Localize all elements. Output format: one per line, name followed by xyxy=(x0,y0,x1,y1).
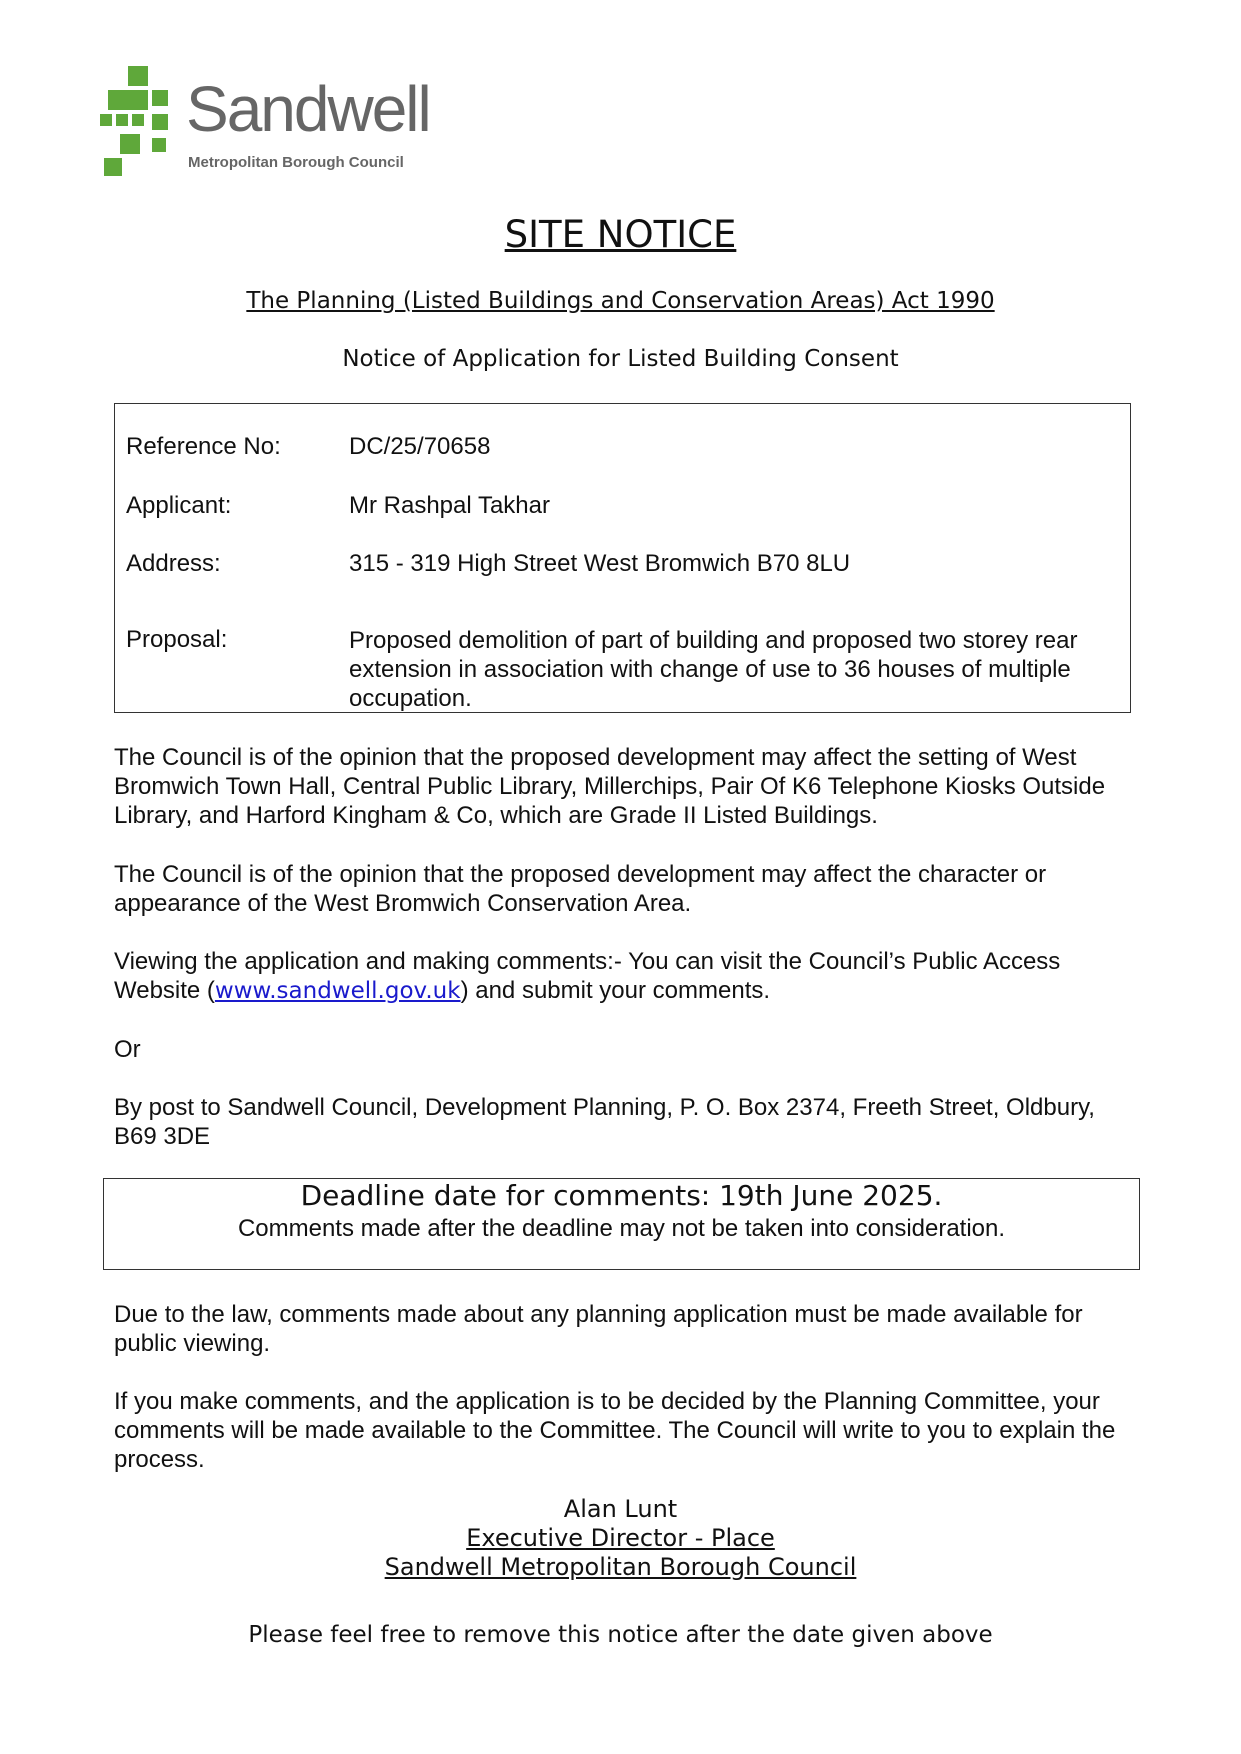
sandwell-logo xyxy=(100,62,460,182)
logo-subtitle: Metropolitan Borough Council xyxy=(188,154,404,171)
logo-wordmark: Sandwell xyxy=(186,73,430,145)
act-heading: The Planning (Listed Buildings and Conservation Areas) Act 1990 xyxy=(246,288,995,314)
viewing-text-before: Viewing the application and making comments:- You can visit the Council’s Public Access Website ( xyxy=(114,948,1061,1004)
committee-paragraph: If you make comments, and the application is to be decided by the Planning Committee, your comments will be made available to the Committee. The Council will write to you to explain the process. xyxy=(114,1388,1116,1473)
signatory-name: Alan Lunt xyxy=(563,1495,678,1523)
applicant-value: Mr Rashpal Takhar xyxy=(349,492,550,519)
page-title: SITE NOTICE xyxy=(504,213,737,256)
viewing-text-after: ) and submit your comments. xyxy=(460,977,771,1004)
or-text: Or xyxy=(114,1036,141,1063)
deadline-note: Comments made after the deadline may not be taken into consideration. xyxy=(237,1215,1006,1242)
address-label: Address: xyxy=(126,550,221,577)
reference-label: Reference No: xyxy=(126,433,281,460)
listed-buildings-paragraph: The Council is of the opinion that the proposed development may affect the setting of West Bromwich Town Hall, Central Public Library, Millerchips, Pair Of K6 Telephone Kiosks Outside Library, and Harford Kingham & Co, which are Grade II Listed Buildings. xyxy=(114,744,1106,829)
proposal-value: Proposed demolition of part of building and proposed two storey rear extension in association with change of use to 36 houses of multiple occupation. xyxy=(349,627,1078,712)
address-value: 315 - 319 High Street West Bromwich B70 8LU xyxy=(349,550,851,577)
public-viewing-paragraph: Due to the law, comments made about any planning application must be made available for public viewing. xyxy=(114,1301,1083,1357)
sandwell-website-link[interactable]: www.sandwell.gov.uk xyxy=(214,978,461,1004)
conservation-area-paragraph: The Council is of the opinion that the proposed development may affect the character or appearance of the West Bromwich Conservation Area. xyxy=(114,861,1047,917)
notice-type: Notice of Application for Listed Building Consent xyxy=(342,346,899,372)
applicant-label: Applicant: xyxy=(126,492,232,519)
proposal-label: Proposal: xyxy=(126,626,228,653)
reference-value: DC/25/70658 xyxy=(349,433,491,460)
deadline-box xyxy=(103,1178,1140,1270)
signatory-organisation: Sandwell Metropolitan Borough Council xyxy=(384,1553,857,1581)
signatory-role: Executive Director - Place xyxy=(466,1524,775,1552)
postal-address-paragraph: By post to Sandwell Council, Development Planning, P. O. Box 2374, Freeth Street, Oldbury, B69 3DE xyxy=(114,1094,1095,1150)
deadline-date: Deadline date for comments: 19th June 2025. xyxy=(300,1179,943,1212)
viewing-paragraph xyxy=(114,947,1144,1006)
removal-notice: Please feel free to remove this notice after the date given above xyxy=(248,1622,993,1648)
